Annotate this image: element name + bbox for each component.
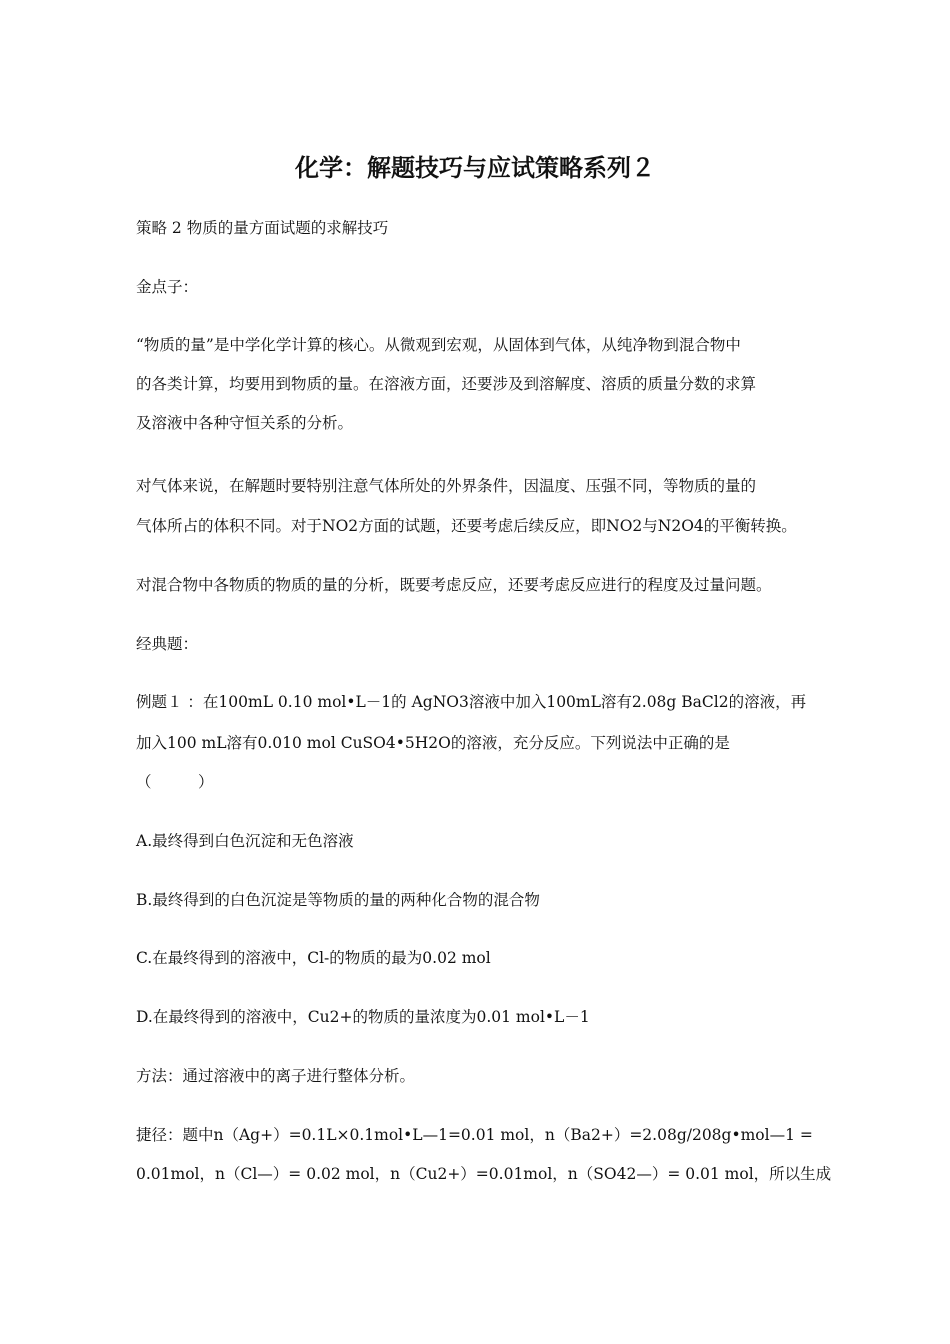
classic-label: 经典题： [136,635,199,653]
paragraph-3: 对混合物中各物质的物质的量的分析，既要考虑反应，还要考虑反应进行的程度及过量问题。 [136,576,772,594]
example-1-line-1: 例题１ ：在100mL 0.10 mol•L－1的 AgNO3溶液中加入100mL溶有2.08g BaCl2的溶液，再 [136,693,807,711]
shortcut-line-1: 捷径：题中n（Ag+）=0.1L×0.1mol•L—1=0.01 mol，n（Ba2+）=2.08g/208g•mol—1 = [136,1126,813,1144]
example-1-answer-blank: （ ） [136,773,214,791]
option-b: B.最终得到的白色沉淀是等物质的量的两种化合物的混合物 [136,891,540,909]
paragraph-1-line-3: 及溶液中各种守恒关系的分析。 [136,414,354,432]
paragraph-2-line-2: 气体所占的体积不同。对于NO2方面的试题，还要考虑后续反应，即NO2与N2O4的平衡转换。 [136,517,797,535]
option-d: D.在最终得到的溶液中，Cu2+的物质的量浓度为0.01 mol•L－1 [136,1008,590,1026]
shortcut-line-2: 0.01mol，n（Cl—）= 0.02 mol，n（Cu2+）=0.01mol，n（SO42—）= 0.01 mol，所以生成 [136,1165,832,1183]
option-a: A.最终得到白色沉淀和无色溶液 [136,832,354,850]
example-1-line-2: 加入100 mL溶有0.010 mol CuSO4•5H2O的溶液，充分反应。下列说法中正确的是 [136,734,730,752]
paragraph-1-line-1: “物质的量”是中学化学计算的核心。从微观到宏观，从固体到气体，从纯净物到混合物中 [136,336,741,354]
option-c: C.在最终得到的溶液中，Cl-的物质的最为0.02 mol [136,949,491,967]
document-title: 化学：解题技巧与应试策略系列２ [295,154,655,182]
strategy-heading: 策略 2 物质的量方面试题的求解技巧 [136,219,389,237]
golden-points-label: 金点子： [136,278,199,296]
method-text: 方法：通过溶液中的离子进行整体分析。 [136,1067,416,1085]
paragraph-1-line-2: 的各类计算，均要用到物质的量。在溶液方面，还要涉及到溶解度、溶质的质量分数的求算 [136,375,757,393]
paragraph-2-line-1: 对气体来说，在解题时要特别注意气体所处的外界条件，因温度、压强不同，等物质的量的 [136,477,757,495]
